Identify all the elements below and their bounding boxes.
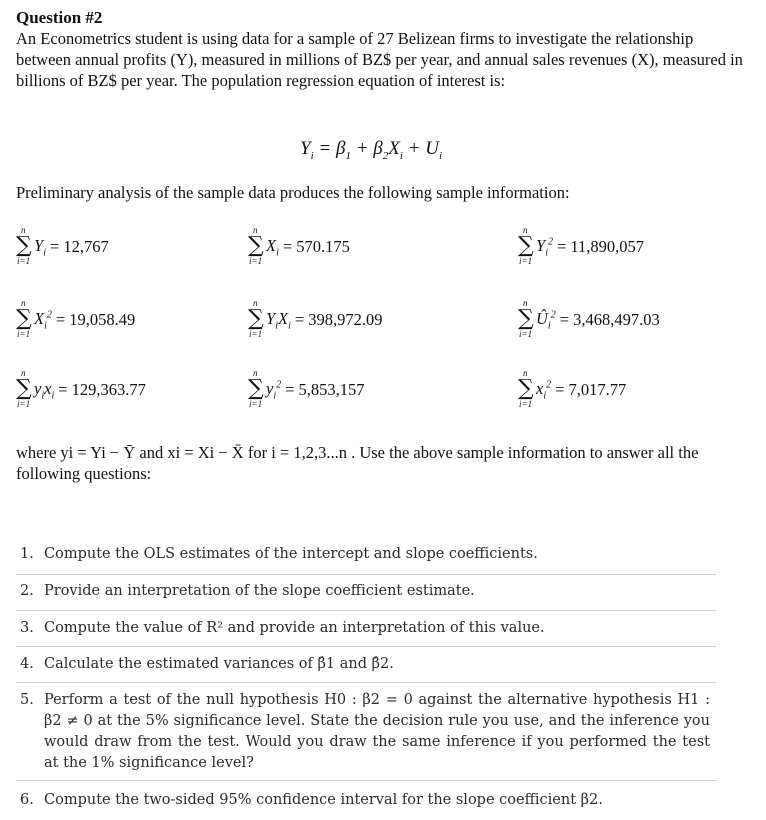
sigma-symbol: n ∑ i=1 — [518, 368, 534, 409]
sum-value: = 129,363.77 — [58, 380, 146, 399]
sum-value: = 12,767 — [49, 237, 109, 256]
sum-value: = 19,058.49 — [55, 310, 136, 329]
prelim-paragraph: Preliminary analysis of the sample data produces the following sample information: — [16, 183, 570, 202]
limit-top: n — [523, 368, 528, 378]
sigma-symbol: n ∑ i=1 — [248, 298, 264, 339]
question-text: Compute the value of R² and provide an interpretation of this value. — [44, 620, 545, 636]
limit-bottom: i=1 — [519, 399, 533, 409]
sum-value: = 11,890,057 — [556, 237, 645, 256]
question-text: Compute the OLS estimates of the intercept and slope coefficients. — [44, 546, 538, 562]
where-paragraph — [16, 442, 746, 484]
sum-item: n ∑ i=1 $Y_i^2 = 11,890,057$ — [518, 225, 645, 266]
divider — [16, 682, 716, 683]
sigma-symbol: n ∑ i=1 — [248, 225, 264, 266]
divider — [16, 574, 716, 575]
sum-value: = 5,853,157 — [285, 380, 365, 399]
sum-item: n ∑ i=1 $Y_iX_i = 398,972.09$ — [248, 298, 383, 339]
question-text: Calculate the estimated variances of β̂1 and β̂2. — [44, 656, 394, 672]
question-item — [20, 690, 710, 774]
sum-item: n ∑ i=1 $X_i^2 = 19,058.49$ — [16, 298, 136, 339]
limit-bottom: i=1 — [17, 256, 31, 266]
limit-bottom: i=1 — [249, 256, 263, 266]
limit-bottom: i=1 — [249, 329, 263, 339]
divider — [16, 646, 716, 647]
where-text: where yi = Yi − Ȳ and xi = Xi − X̄ for i = 1,2,3...n . Use the above sample information to answer all the following questions: — [16, 443, 699, 483]
limit-top: n — [21, 368, 26, 378]
sum-value: = 3,468,497.03 — [559, 310, 660, 329]
question-item — [20, 581, 710, 602]
sigma-symbol: n ∑ i=1 — [518, 298, 534, 339]
sum-item: n ∑ i=1 $y_i^2 = 5,853,157$ — [248, 368, 365, 409]
sigma-symbol: n ∑ i=1 — [16, 368, 32, 409]
sum-item: n ∑ i=1 $X_i = 570.175$ — [248, 225, 350, 266]
question-number: 4. — [20, 656, 34, 672]
question-item — [20, 544, 710, 565]
limit-bottom: i=1 — [17, 399, 31, 409]
sum-item: n ∑ i=1 $x_i^2 = 7,017.77$ — [518, 368, 627, 409]
sigma-symbol: n ∑ i=1 — [16, 225, 32, 266]
question-title: Question #2 — [16, 8, 103, 27]
limit-top: n — [21, 298, 26, 308]
limit-bottom: i=1 — [17, 329, 31, 339]
question-number: 2. — [20, 583, 34, 599]
sum-value: = 7,017.77 — [555, 380, 627, 399]
limit-top: n — [21, 225, 26, 235]
question-text: Provide an interpretation of the slope coefficient estimate. — [44, 583, 475, 599]
sum-item: n ∑ i=1 $Y_i = 12,767$ — [16, 225, 109, 266]
sum-value: = 570.175 — [282, 237, 350, 256]
sum-item: n ∑ i=1 $Û_i^2 = 3,468,497.03$ — [518, 298, 660, 339]
question-number: 6. — [20, 792, 34, 808]
question-number: 3. — [20, 620, 34, 636]
question-number: 1. — [20, 546, 34, 562]
limit-top: n — [253, 225, 258, 235]
sum-value: = 398,972.09 — [294, 310, 383, 329]
question-number: 5. — [20, 692, 34, 708]
question-text: Perform a test of the null hypothesis H0 : β2 = 0 against the alternative hypothesis H1 : β2 ≠ 0 at the 5% significance level. State the decision rule you use, and the inference you would draw from the test. Would you draw the same inference if you performed the test at the 1% significance level? — [44, 692, 710, 771]
divider — [16, 780, 716, 781]
limit-top: n — [253, 368, 258, 378]
sigma-symbol: n ∑ i=1 — [16, 298, 32, 339]
limit-bottom: i=1 — [249, 399, 263, 409]
limit-bottom: i=1 — [519, 329, 533, 339]
limit-top: n — [523, 225, 528, 235]
question-item — [20, 790, 710, 811]
limit-bottom: i=1 — [519, 256, 533, 266]
sum-item: n ∑ i=1 $y_ix_i = 129,363.77$ — [16, 368, 146, 409]
question-item — [20, 654, 710, 675]
divider — [16, 610, 716, 611]
regression-equation: $Y_i = \beta_1 + \beta_2X_i + U_i$ — [300, 138, 443, 162]
sigma-symbol: n ∑ i=1 — [248, 368, 264, 409]
question-item — [20, 618, 710, 639]
limit-top: n — [253, 298, 258, 308]
sigma-symbol: n ∑ i=1 — [518, 225, 534, 266]
intro-paragraph: An Econometrics student is using data for a sample of 27 Belizean firms to investigate the relationship between annual profits (Y), measured in millions of BZ$ per year, and annual sales revenues (X), measured in billions of BZ$ per year. The population regression equation of interest is: — [16, 29, 743, 90]
limit-top: n — [523, 298, 528, 308]
question-text: Compute the two-sided 95% confidence interval for the slope coefficient β2. — [44, 792, 603, 808]
